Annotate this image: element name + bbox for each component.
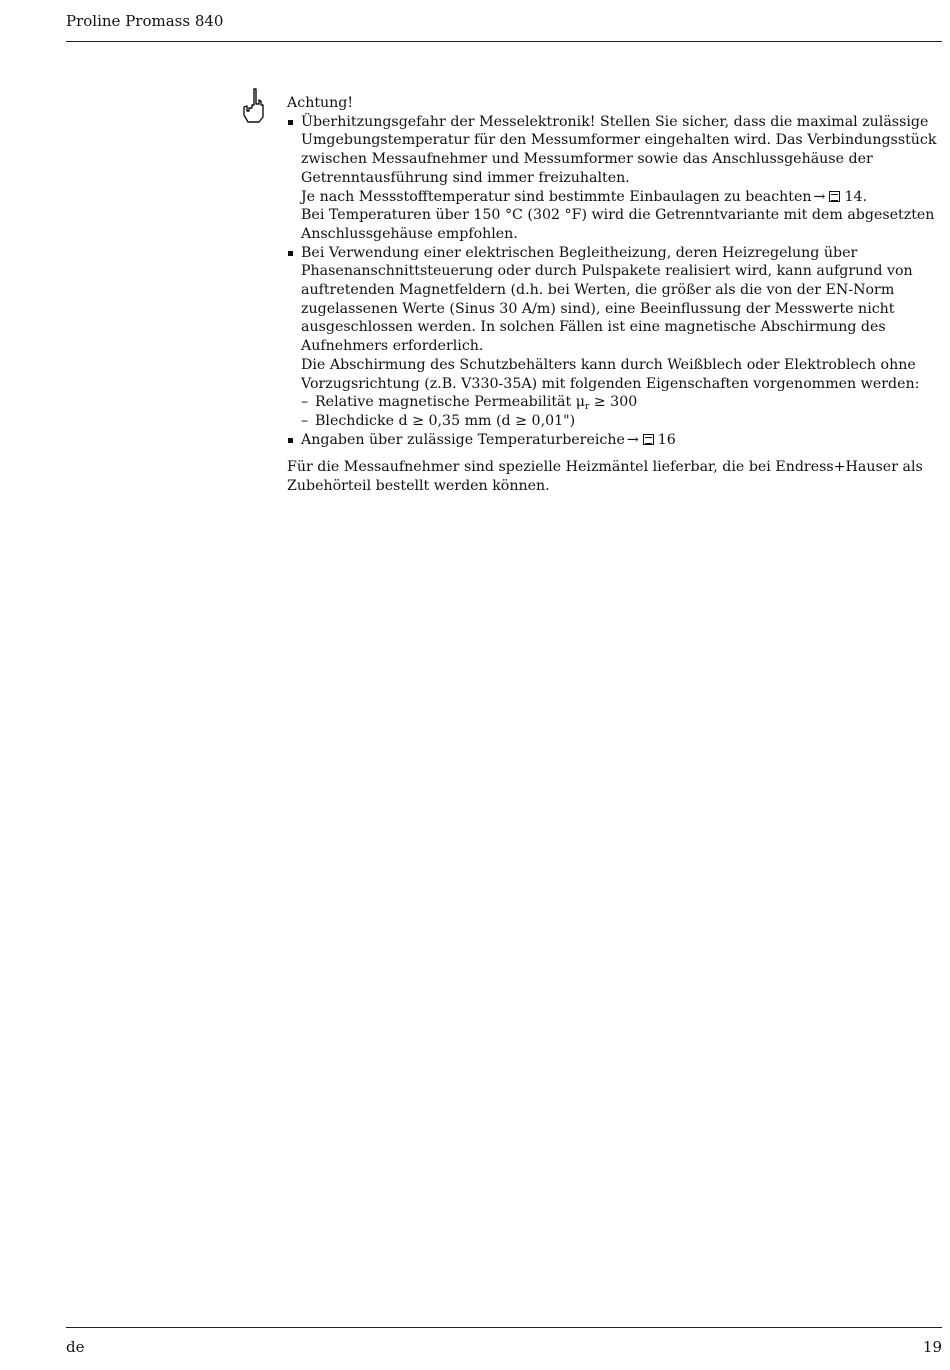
warning-section (287, 94, 942, 496)
pointing-hand-icon (242, 88, 264, 124)
page-reference-link[interactable]: 16 (657, 431, 676, 448)
subscript: r (584, 402, 590, 413)
warning-list (287, 113, 942, 450)
list-item (287, 113, 942, 244)
header-rule (66, 41, 942, 42)
bullet-subparagraph: Die Abschirmung des Schutzbehälters kann durch Weißblech oder Elektroblech ohne Vorzugsrichtung (z.B. V330-35A) mit folgenden Eigenschaften vorgenommen werden: (301, 356, 920, 392)
page-reference-icon (829, 191, 840, 202)
footer-rule (66, 1327, 942, 1328)
subparagraph-text: Je nach Messstofftemperatur sind bestimmte Einbaulagen zu beachten (301, 188, 812, 205)
property-list (301, 393, 942, 430)
property-text: Relative magnetische Permeabilität μ (315, 394, 585, 411)
bullet-text: Bei Verwendung einer elektrischen Begleitheizung, deren Heizregelung über Phasenanschnittsteuerung oder durch Pulspakete realisiert wird, kann aufgrund von auftretenden Magnetfeldern (d.h. bei Werten, die größer als die von der EN-Norm zugelassenen Werte (Sinus 30 A/m) sind), eine Beeinflussung der Messwerte nicht ausgeschlossen werden. In solchen Fällen ist eine magnetische Abschirmung des Aufnehmers erforderlich. (301, 244, 913, 355)
page-reference-icon (643, 434, 654, 445)
bullet-text: Angaben über zulässige Temperaturbereiche (301, 431, 625, 448)
property-value: ≥ 300 (589, 394, 638, 411)
bullet-subparagraph (301, 188, 942, 207)
list-item: – Blechdicke d ≥ 0,35 mm (d ≥ 0,01") (301, 412, 942, 431)
footer-language: de (66, 1338, 85, 1356)
bullet-subparagraph: Bei Temperaturen über 150 °C (302 °F) wird die Getrenntvariante mit dem abgesetzten Anschlussgehäuse empfohlen. (301, 207, 935, 242)
list-item (287, 431, 942, 450)
list-item (301, 393, 942, 412)
page-reference-link[interactable]: 14. (844, 188, 868, 205)
closing-paragraph: Für die Messaufnehmer sind spezielle Heizmäntel lieferbar, die bei Endress+Hauser als Zubehörteil bestellt werden können. (287, 459, 923, 495)
arrow-icon: → (813, 188, 826, 205)
page-header-title: Proline Promass 840 (66, 12, 224, 30)
bullet-text: Überhitzungsgefahr der Messelektronik! Stellen Sie sicher, dass die maximal zulässige Umgebungstemperatur für den Messumformer eingehalten wird. Das Verbindungsstück zwischen Messaufnehmer und Messumformer sowie das Anschlussgehäuse der Getrenntausführung sind immer freizuhalten. (301, 113, 937, 186)
page-number: 19 (922, 1338, 942, 1356)
arrow-icon: → (626, 431, 639, 448)
warning-title: Achtung! (287, 95, 354, 111)
list-item (287, 244, 942, 431)
